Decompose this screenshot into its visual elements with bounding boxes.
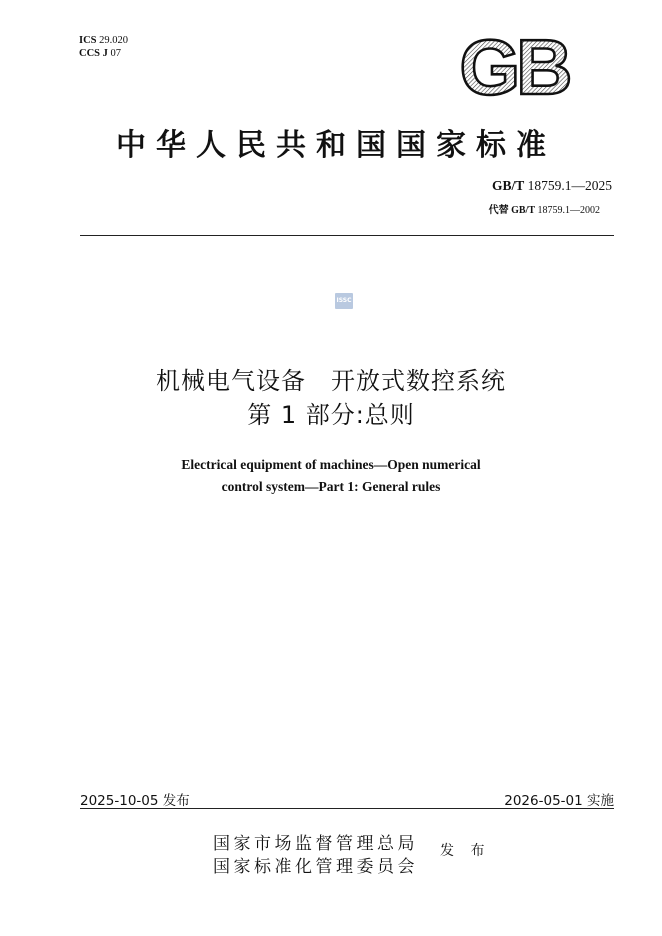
chinese-title-line-1: 机械电气设备 开放式数控系统 bbox=[156, 367, 506, 395]
issue-date: 2025-10-05 发布 bbox=[80, 793, 190, 809]
ccs-code: CCS J 07 bbox=[79, 48, 122, 59]
replaces-standard: 代替 GB/T 18759.1—2002 bbox=[488, 205, 600, 216]
implementation-date: 2026-05-01 实施 bbox=[504, 793, 614, 809]
issc-stamp: ISSC bbox=[335, 293, 353, 309]
classification-codes bbox=[79, 34, 128, 60]
english-title-line-2: control system—Part 1: General rules bbox=[221, 479, 441, 494]
issue-action: 发 布 bbox=[440, 843, 491, 859]
standard-number: GB/T 18759.1—2025 bbox=[491, 178, 612, 193]
ics-code: ICS 29.020 bbox=[79, 35, 129, 46]
issuer-sac: 国家标准化管理委员会 bbox=[213, 857, 418, 877]
gb-logo-text: GB bbox=[459, 32, 569, 102]
bottom-divider bbox=[80, 808, 614, 809]
top-divider bbox=[80, 235, 614, 236]
standard-category-title: 中华人民共和国国家标准 bbox=[116, 128, 556, 163]
issuer-samr: 国家市场监督管理总局 bbox=[213, 834, 418, 854]
gb-logo bbox=[448, 32, 580, 102]
chinese-title-line-2: 第 1 部分:总则 bbox=[247, 401, 415, 429]
english-title-line-1: Electrical equipment of machines—Open numerical bbox=[181, 457, 481, 472]
